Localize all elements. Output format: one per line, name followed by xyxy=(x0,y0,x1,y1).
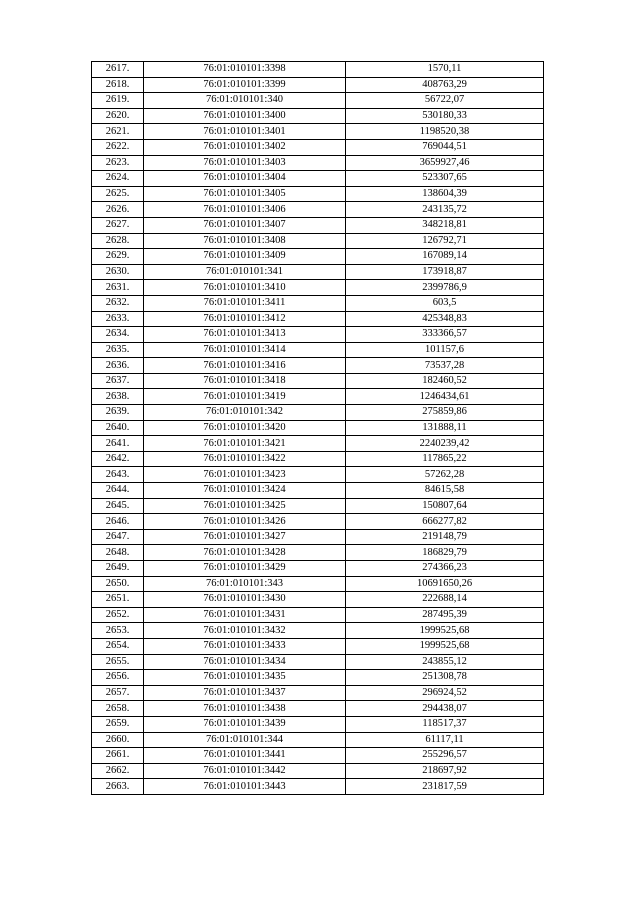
row-number-cell: 2626. xyxy=(92,202,144,218)
value-cell: 57262,28 xyxy=(346,467,544,483)
row-number-cell: 2635. xyxy=(92,342,144,358)
table-row xyxy=(92,545,544,561)
value-cell: 126792,71 xyxy=(346,233,544,249)
value-cell: 425348,83 xyxy=(346,311,544,327)
row-number-cell: 2633. xyxy=(92,311,144,327)
table-row xyxy=(92,202,544,218)
cadastral-number-cell: 76:01:010101:3420 xyxy=(144,420,346,436)
table-row xyxy=(92,280,544,296)
value-cell: 138604,39 xyxy=(346,186,544,202)
row-number-cell: 2637. xyxy=(92,373,144,389)
row-number-cell: 2631. xyxy=(92,280,144,296)
table-row xyxy=(92,420,544,436)
value-cell: 523307,65 xyxy=(346,171,544,187)
row-number-cell: 2632. xyxy=(92,295,144,311)
cadastral-number-cell: 76:01:010101:3408 xyxy=(144,233,346,249)
value-cell: 275859,86 xyxy=(346,405,544,421)
value-cell: 1999525,68 xyxy=(346,623,544,639)
table-row xyxy=(92,732,544,748)
value-cell: 101157,6 xyxy=(346,342,544,358)
row-number-cell: 2648. xyxy=(92,545,144,561)
cadastral-number-cell: 76:01:010101:3442 xyxy=(144,763,346,779)
cadastral-number-cell: 76:01:010101:3438 xyxy=(144,701,346,717)
value-cell: 255296,57 xyxy=(346,748,544,764)
cadastral-number-cell: 76:01:010101:3433 xyxy=(144,638,346,654)
value-cell: 294438,07 xyxy=(346,701,544,717)
table-row xyxy=(92,561,544,577)
row-number-cell: 2653. xyxy=(92,623,144,639)
table-row xyxy=(92,311,544,327)
cadastral-number-cell: 76:01:010101:3411 xyxy=(144,295,346,311)
value-cell: 222688,14 xyxy=(346,592,544,608)
value-cell: 56722,07 xyxy=(346,93,544,109)
table-row xyxy=(92,451,544,467)
value-cell: 251308,78 xyxy=(346,670,544,686)
cadastral-number-cell: 76:01:010101:3424 xyxy=(144,483,346,499)
table-row xyxy=(92,748,544,764)
table-row xyxy=(92,62,544,78)
row-number-cell: 2660. xyxy=(92,732,144,748)
row-number-cell: 2644. xyxy=(92,483,144,499)
row-number-cell: 2662. xyxy=(92,763,144,779)
row-number-cell: 2654. xyxy=(92,638,144,654)
row-number-cell: 2650. xyxy=(92,576,144,592)
row-number-cell: 2618. xyxy=(92,77,144,93)
value-cell: 1570,11 xyxy=(346,62,544,78)
table-row xyxy=(92,155,544,171)
table-row xyxy=(92,389,544,405)
value-cell: 243135,72 xyxy=(346,202,544,218)
row-number-cell: 2625. xyxy=(92,186,144,202)
table-row xyxy=(92,498,544,514)
table-row xyxy=(92,217,544,233)
cadastral-number-cell: 76:01:010101:3435 xyxy=(144,670,346,686)
table-row xyxy=(92,171,544,187)
table-row xyxy=(92,249,544,265)
table-row xyxy=(92,405,544,421)
table-row xyxy=(92,358,544,374)
row-number-cell: 2640. xyxy=(92,420,144,436)
value-cell: 186829,79 xyxy=(346,545,544,561)
cadastral-number-cell: 76:01:010101:3399 xyxy=(144,77,346,93)
cadastral-number-cell: 76:01:010101:3414 xyxy=(144,342,346,358)
value-cell: 243855,12 xyxy=(346,654,544,670)
table-body xyxy=(92,62,544,795)
cadastral-value-table xyxy=(91,61,544,795)
table-row xyxy=(92,467,544,483)
row-number-cell: 2629. xyxy=(92,249,144,265)
value-cell: 274366,23 xyxy=(346,561,544,577)
table-row xyxy=(92,576,544,592)
value-cell: 603,5 xyxy=(346,295,544,311)
value-cell: 2240239,42 xyxy=(346,436,544,452)
value-cell: 1246434,61 xyxy=(346,389,544,405)
table-row xyxy=(92,233,544,249)
row-number-cell: 2651. xyxy=(92,592,144,608)
cadastral-number-cell: 76:01:010101:3434 xyxy=(144,654,346,670)
cadastral-number-cell: 76:01:010101:344 xyxy=(144,732,346,748)
table-row xyxy=(92,592,544,608)
cadastral-number-cell: 76:01:010101:3403 xyxy=(144,155,346,171)
cadastral-number-cell: 76:01:010101:3419 xyxy=(144,389,346,405)
row-number-cell: 2649. xyxy=(92,561,144,577)
value-cell: 333366,57 xyxy=(346,327,544,343)
value-cell: 118517,37 xyxy=(346,716,544,732)
table-row xyxy=(92,436,544,452)
table-row xyxy=(92,623,544,639)
cadastral-number-cell: 76:01:010101:3407 xyxy=(144,217,346,233)
table-row xyxy=(92,685,544,701)
row-number-cell: 2639. xyxy=(92,405,144,421)
table-row xyxy=(92,529,544,545)
table-row xyxy=(92,186,544,202)
cadastral-number-cell: 76:01:010101:3405 xyxy=(144,186,346,202)
value-cell: 219148,79 xyxy=(346,529,544,545)
value-cell: 287495,39 xyxy=(346,607,544,623)
value-cell: 3659927,46 xyxy=(346,155,544,171)
cadastral-number-cell: 76:01:010101:341 xyxy=(144,264,346,280)
row-number-cell: 2642. xyxy=(92,451,144,467)
cadastral-number-cell: 76:01:010101:3429 xyxy=(144,561,346,577)
cadastral-number-cell: 76:01:010101:3430 xyxy=(144,592,346,608)
cadastral-number-cell: 76:01:010101:3426 xyxy=(144,514,346,530)
row-number-cell: 2647. xyxy=(92,529,144,545)
row-number-cell: 2659. xyxy=(92,716,144,732)
value-cell: 408763,29 xyxy=(346,77,544,93)
cadastral-number-cell: 76:01:010101:3432 xyxy=(144,623,346,639)
value-cell: 530180,33 xyxy=(346,108,544,124)
cadastral-number-cell: 76:01:010101:3401 xyxy=(144,124,346,140)
cadastral-number-cell: 76:01:010101:3425 xyxy=(144,498,346,514)
row-number-cell: 2628. xyxy=(92,233,144,249)
cadastral-number-cell: 76:01:010101:3404 xyxy=(144,171,346,187)
cadastral-number-cell: 76:01:010101:3427 xyxy=(144,529,346,545)
table-row xyxy=(92,670,544,686)
cadastral-number-cell: 76:01:010101:342 xyxy=(144,405,346,421)
cadastral-number-cell: 76:01:010101:3398 xyxy=(144,62,346,78)
cadastral-number-cell: 76:01:010101:3413 xyxy=(144,327,346,343)
row-number-cell: 2623. xyxy=(92,155,144,171)
cadastral-number-cell: 76:01:010101:3437 xyxy=(144,685,346,701)
value-cell: 61117,11 xyxy=(346,732,544,748)
row-number-cell: 2646. xyxy=(92,514,144,530)
row-number-cell: 2630. xyxy=(92,264,144,280)
row-number-cell: 2638. xyxy=(92,389,144,405)
table-row xyxy=(92,779,544,795)
table-row xyxy=(92,93,544,109)
value-cell: 296924,52 xyxy=(346,685,544,701)
value-cell: 666277,82 xyxy=(346,514,544,530)
cadastral-number-cell: 76:01:010101:3409 xyxy=(144,249,346,265)
table-row xyxy=(92,701,544,717)
cadastral-number-cell: 76:01:010101:3416 xyxy=(144,358,346,374)
row-number-cell: 2655. xyxy=(92,654,144,670)
value-cell: 73537,28 xyxy=(346,358,544,374)
table-row xyxy=(92,77,544,93)
table-row xyxy=(92,763,544,779)
cadastral-number-cell: 76:01:010101:3410 xyxy=(144,280,346,296)
cadastral-number-cell: 76:01:010101:3428 xyxy=(144,545,346,561)
value-cell: 182460,52 xyxy=(346,373,544,389)
row-number-cell: 2643. xyxy=(92,467,144,483)
table-row xyxy=(92,373,544,389)
row-number-cell: 2622. xyxy=(92,139,144,155)
cadastral-number-cell: 76:01:010101:3412 xyxy=(144,311,346,327)
table-row xyxy=(92,342,544,358)
cadastral-number-cell: 76:01:010101:3422 xyxy=(144,451,346,467)
value-cell: 1999525,68 xyxy=(346,638,544,654)
value-cell: 117865,22 xyxy=(346,451,544,467)
value-cell: 131888,11 xyxy=(346,420,544,436)
table-row xyxy=(92,638,544,654)
cadastral-number-cell: 76:01:010101:3421 xyxy=(144,436,346,452)
cadastral-number-cell: 76:01:010101:3400 xyxy=(144,108,346,124)
value-cell: 150807,64 xyxy=(346,498,544,514)
table-row xyxy=(92,514,544,530)
cadastral-number-cell: 76:01:010101:3406 xyxy=(144,202,346,218)
table-row xyxy=(92,108,544,124)
value-cell: 84615,58 xyxy=(346,483,544,499)
value-cell: 218697,92 xyxy=(346,763,544,779)
row-number-cell: 2658. xyxy=(92,701,144,717)
row-number-cell: 2620. xyxy=(92,108,144,124)
row-number-cell: 2656. xyxy=(92,670,144,686)
cadastral-number-cell: 76:01:010101:3441 xyxy=(144,748,346,764)
table-row xyxy=(92,654,544,670)
table-row xyxy=(92,716,544,732)
row-number-cell: 2652. xyxy=(92,607,144,623)
cadastral-number-cell: 76:01:010101:3431 xyxy=(144,607,346,623)
value-cell: 173918,87 xyxy=(346,264,544,280)
table-row xyxy=(92,295,544,311)
value-cell: 231817,59 xyxy=(346,779,544,795)
row-number-cell: 2645. xyxy=(92,498,144,514)
cadastral-number-cell: 76:01:010101:3439 xyxy=(144,716,346,732)
row-number-cell: 2636. xyxy=(92,358,144,374)
value-cell: 1198520,38 xyxy=(346,124,544,140)
cadastral-number-cell: 76:01:010101:3402 xyxy=(144,139,346,155)
row-number-cell: 2619. xyxy=(92,93,144,109)
value-cell: 2399786,9 xyxy=(346,280,544,296)
table-row xyxy=(92,264,544,280)
value-cell: 10691650,26 xyxy=(346,576,544,592)
table-row xyxy=(92,124,544,140)
value-cell: 167089,14 xyxy=(346,249,544,265)
row-number-cell: 2657. xyxy=(92,685,144,701)
row-number-cell: 2641. xyxy=(92,436,144,452)
row-number-cell: 2624. xyxy=(92,171,144,187)
value-cell: 348218,81 xyxy=(346,217,544,233)
table-row xyxy=(92,607,544,623)
row-number-cell: 2634. xyxy=(92,327,144,343)
table-row xyxy=(92,139,544,155)
cadastral-number-cell: 76:01:010101:3418 xyxy=(144,373,346,389)
row-number-cell: 2627. xyxy=(92,217,144,233)
row-number-cell: 2621. xyxy=(92,124,144,140)
cadastral-number-cell: 76:01:010101:343 xyxy=(144,576,346,592)
cadastral-number-cell: 76:01:010101:3423 xyxy=(144,467,346,483)
table-row xyxy=(92,483,544,499)
cadastral-number-cell: 76:01:010101:3443 xyxy=(144,779,346,795)
value-cell: 769044,51 xyxy=(346,139,544,155)
table-row xyxy=(92,327,544,343)
row-number-cell: 2617. xyxy=(92,62,144,78)
row-number-cell: 2661. xyxy=(92,748,144,764)
row-number-cell: 2663. xyxy=(92,779,144,795)
cadastral-number-cell: 76:01:010101:340 xyxy=(144,93,346,109)
